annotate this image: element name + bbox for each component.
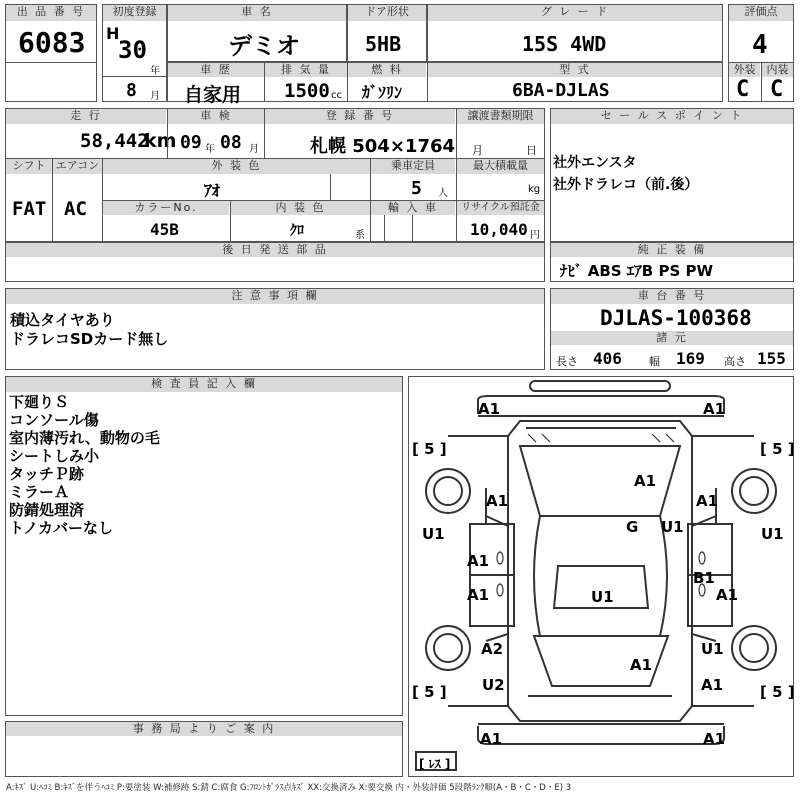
grade-label: グ レ ー ド [428, 5, 722, 21]
damage-label-right-quarter: A1 [701, 676, 724, 694]
damage-label-left-side: U1 [422, 525, 445, 543]
capacity: 5 [411, 178, 422, 199]
inspector-note: コンソール傷 [9, 411, 99, 429]
tire-depth-rear-left: [ 5 ] [412, 683, 447, 701]
car-outline-drawing [408, 376, 794, 777]
exterior-color: ｱｵ [204, 181, 221, 200]
exterior-color-label: 外 装 色 [103, 159, 370, 174]
spare-tire-label: [ ﾚｽ ] [419, 757, 451, 771]
color-number-label: カラーNo. [103, 201, 229, 215]
inspector-note: 防錆処理済 [9, 501, 85, 519]
inspection-month-unit: 月 [249, 144, 259, 155]
caution-line-1: 積込タイヤあり [10, 311, 115, 329]
damage-label-windshield: G [626, 518, 639, 536]
length-label: 長さ [556, 355, 578, 368]
damage-label-right-rear-fender: U1 [701, 640, 724, 658]
displacement-unit: cc [331, 90, 342, 101]
damage-label-left-fender: A1 [486, 492, 509, 510]
lot-number: 6083 [18, 26, 86, 59]
ac-label: エアコン [53, 159, 102, 174]
lot-number-label: 出 品 番 号 [6, 5, 96, 21]
ac: AC [64, 198, 87, 220]
height-label: 高さ [724, 355, 746, 368]
inspector-notes [9, 393, 160, 537]
damage-label-roof: U1 [591, 588, 614, 606]
inspection-month: 08 [220, 132, 242, 153]
chassis-label: 車 台 番 号 [551, 289, 793, 304]
damage-label-left-rear-fender: A2 [481, 640, 504, 658]
reg-number: 札幌 504×1764 [310, 136, 456, 157]
damage-label-right-side: U1 [761, 525, 784, 543]
office-label: 事 務 局 よ り ご 案 内 [6, 722, 402, 736]
recycle-unit: 円 [530, 230, 540, 241]
inspection-year-unit: 年 [205, 144, 215, 155]
caution-label: 注 意 事 項 欄 [6, 289, 544, 304]
damage-label-right-rear-door: A1 [716, 586, 739, 604]
first-reg-year: 30 [118, 36, 147, 64]
first-reg-month: 8 [126, 80, 137, 101]
history-label: 車 歴 [168, 63, 264, 77]
exterior-grade-label: 外装 [729, 63, 760, 77]
width: 169 [676, 349, 705, 368]
vehicle-info-box [5, 108, 545, 242]
score-label: 評価点 [729, 5, 793, 21]
inspection-label: 車 検 [168, 109, 264, 124]
inspector-note: ミラーＡ [9, 483, 70, 501]
damage-label-front-right: A1 [703, 400, 726, 418]
fuel: ｶﾞｿﾘﾝ [362, 83, 403, 102]
exterior-grade: C [736, 77, 750, 102]
mileage: 58,442 [80, 130, 149, 152]
damage-label-hood: A1 [634, 472, 657, 490]
sales-point-line-1: 社外エンスタ [553, 155, 637, 171]
car-name: デミオ [228, 32, 300, 60]
transfer-day: 日 [526, 144, 537, 157]
tire-depth-front-left: [ 5 ] [412, 440, 447, 458]
transfer-month: 月 [472, 144, 483, 157]
first-reg-label: 初度登録 [103, 5, 166, 21]
interior-color: ｸﾛ [290, 223, 304, 239]
equipment-label: 純 正 装 備 [551, 243, 793, 257]
mileage-unit: km [144, 130, 177, 152]
car-name-label: 車 名 [168, 5, 346, 21]
length: 406 [593, 349, 622, 368]
inspector-note: シートしみ小 [9, 447, 100, 465]
max-load-label: 最大積載量 [457, 159, 544, 174]
recycle-deposit: 10,040 [470, 220, 528, 239]
max-load-unit: kg [528, 184, 541, 195]
interior-grade: C [770, 77, 784, 102]
model-code: 6BA-DJLAS [512, 80, 610, 101]
width-label: 幅 [649, 355, 660, 368]
caution-line-2: ドラレコSDカード無し [10, 330, 169, 348]
damage-label-right-front-door: B1 [693, 569, 715, 587]
sales-point-line-2: 社外ドラレコ（前.後） [553, 177, 699, 193]
import-label: 輸 入 車 [371, 201, 455, 215]
interior-color-unit: 系 [355, 230, 365, 241]
transfer-deadline-label: 譲渡書類期限 [457, 109, 544, 124]
inspector-label: 検 査 員 記 入 欄 [6, 377, 402, 392]
shift: FAT [12, 198, 47, 220]
sales-point-label: セ ー ル ス ポ イ ン ト [551, 109, 793, 124]
inspector-note: タッチＰ跡 [9, 465, 85, 483]
legend: A:ｷｽﾞ U:ﾍｺﾐ B:ｷｽﾞを伴うﾍｺﾐ P:要塗装 W:補修跡 S:錆 C:腐食 G:ﾌﾛﾝﾄｶﾞﾗｽ点ｷｽﾞ XX:交換済み X:要交換 内・外装評価 5段階ﾗﾝｸ順(A・B・C・D・E) 3 [6, 783, 572, 793]
grade: 15S 4WD [522, 32, 607, 56]
mileage-label: 走 行 [6, 109, 166, 124]
damage-label-left-front-door: A1 [467, 552, 490, 570]
capacity-label: 乗車定員 [371, 159, 455, 174]
damage-label-left-rear-door: A1 [467, 586, 490, 604]
model-label: 型 式 [428, 63, 722, 77]
displacement-label: 排 気 量 [265, 63, 347, 77]
history: 自家用 [184, 84, 242, 106]
damage-label-right-fender: A1 [696, 492, 719, 510]
tire-depth-front-right: [ 5 ] [760, 440, 795, 458]
damage-label-front-left: A1 [478, 400, 501, 418]
displacement: 1500 [284, 80, 330, 102]
month-unit: 月 [150, 91, 160, 102]
inspector-note: 室内薄汚れ、動物の毛 [9, 429, 160, 447]
damage-label-rear-window: A1 [630, 656, 653, 674]
damage-label-rear-right: A1 [703, 730, 726, 748]
chassis-number: DJLAS-100368 [600, 306, 752, 330]
inspection-year: 09 [180, 132, 202, 153]
score: 4 [752, 30, 768, 60]
tire-depth-rear-right: [ 5 ] [760, 683, 795, 701]
damage-label-right-pillar: U1 [661, 518, 684, 536]
later-parts-label: 後 日 発 送 部 品 [6, 243, 544, 257]
year-unit: 年 [150, 66, 160, 77]
door-label: ドア形状 [348, 5, 426, 21]
dimensions-label: 諸 元 [551, 331, 793, 345]
inspector-note: 下廻りＳ [9, 393, 70, 411]
shift-label: シフト [6, 159, 52, 174]
era: H [106, 24, 120, 43]
recycle-deposit-label: リサイクル預託金 [457, 201, 544, 215]
inspector-note: トノカバーなし [9, 519, 113, 537]
equipment: ﾅﾋﾞ ABS ｴｱB PS PW [560, 262, 714, 280]
damage-label-rear-left: A1 [480, 730, 503, 748]
color-number: 45B [150, 220, 179, 239]
reg-number-label: 登 録 番 号 [265, 109, 455, 124]
fuel-label: 燃 料 [348, 63, 426, 77]
damage-label-left-quarter: U2 [482, 676, 505, 694]
height: 155 [757, 349, 786, 368]
door-type: 5HB [365, 32, 402, 56]
interior-grade-label: 内装 [762, 63, 793, 77]
capacity-unit: 人 [438, 188, 448, 199]
interior-color-label: 内 装 色 [231, 201, 370, 215]
